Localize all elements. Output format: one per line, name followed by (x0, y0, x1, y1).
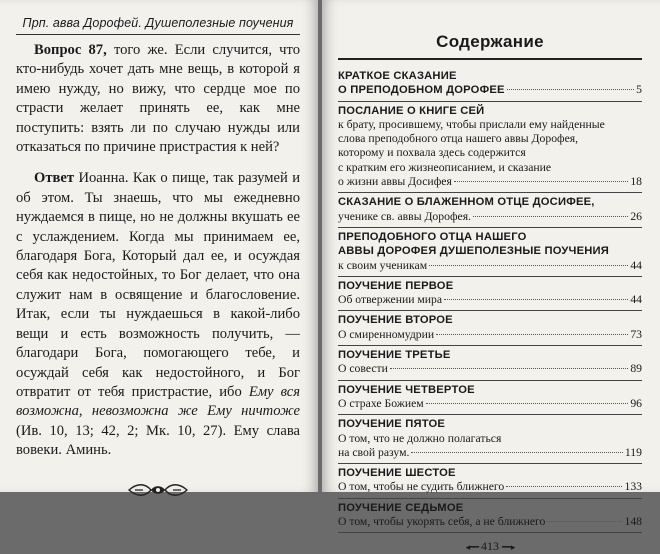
toc-entry-heading: ПОУЧЕНИЕ ПЯТОЕ (338, 418, 446, 431)
toc-leader-dots (390, 368, 628, 369)
question-text: того же. Если случится, что кто-нибудь хочет дать мне вещь, в которой я имею нужду, но вижу, что сердце мое по страсти желает принять ее, как мне поступить: взять ли по случаю нужды или отказаться по причине пристрастия к ней? (16, 42, 300, 156)
toc-entry-line: с кратким его жизнеописанием, и сказание (338, 160, 552, 174)
toc-entry-heading: ПОУЧЕНИЕ СЕДЬМОЕ (338, 501, 464, 514)
toc-entry-title: О том, чтобы укорять себя, а не ближнего (338, 515, 546, 529)
toc-entry (338, 499, 642, 534)
toc-entry (338, 228, 642, 277)
toc-entry-title: о жизни аввы Досифея (338, 175, 452, 189)
toc-entry-title: Об отвержении мира (338, 293, 443, 307)
toc-entry-last-line (338, 210, 642, 224)
toc-page-number: 18 (630, 175, 642, 189)
toc-leader-dots (547, 521, 622, 522)
toc-page-number: 73 (630, 327, 642, 341)
toc-entry-heading: ПОУЧЕНИЕ ЧЕТВЕРТОЕ (338, 383, 475, 396)
toc-page-number: 26 (630, 209, 642, 223)
toc-leader-dots (436, 334, 628, 335)
toc-entry-heading: КРАТКОЕ СКАЗАНИЕ (338, 70, 457, 82)
toc-page-number: 133 (624, 480, 642, 494)
folio-ornament-left-icon: ◂━━ (465, 542, 478, 553)
toc-leader-dots (454, 181, 628, 182)
toc-entry (338, 311, 642, 346)
running-head: Прп. авва Дорофей. Душеполезные поучения (16, 6, 300, 35)
toc-entry-heading: ПОУЧЕНИЕ ТРЕТЬЕ (338, 349, 451, 362)
toc-page-number: 96 (630, 396, 642, 410)
toc-entry-line: О том, что не должно полагаться (338, 431, 502, 445)
toc-entry-last-line (338, 259, 642, 273)
toc-page-number: 119 (624, 445, 642, 459)
toc-leader-dots (444, 299, 628, 300)
toc-entry-last-line (338, 175, 642, 189)
toc-entry-title: к своим ученикам (338, 258, 428, 272)
toc-entry (338, 464, 642, 499)
toc-page-number: 44 (630, 258, 642, 272)
toc-entry-line: к брату, просившему, чтобы прислали ему найденные (338, 117, 605, 131)
toc-entry-last-line (338, 293, 642, 307)
toc-leader-dots (411, 452, 622, 453)
body-text (16, 41, 300, 461)
answer-quote: Ему вся возможна, невозможна же Ему ничтоже (16, 383, 300, 420)
toc-entry-title: О ПРЕПОДОБНОМ ДОРОФЕЕ (338, 84, 505, 97)
question-label: Вопрос 87, (34, 42, 107, 58)
toc-entry-title: О совести (338, 362, 388, 376)
toc-entry-heading: ПОСЛАНИЕ О КНИГЕ СЕЙ (338, 104, 485, 117)
toc-entry-heading: ПРЕПОДОБНОГО ОТЦА НАШЕГО (338, 230, 527, 243)
toc-entry (338, 277, 642, 312)
toc-entry-title: на свой разум. (338, 445, 410, 459)
toc-entry-heading: ПОУЧЕНИЕ ВТОРОЕ (338, 314, 453, 327)
toc-entry-heading: ПОУЧЕНИЕ ШЕСТОЕ (338, 467, 456, 480)
toc-entry-last-line (338, 480, 642, 494)
toc-entry-last-line (338, 446, 642, 460)
ornament-icon (16, 481, 300, 504)
answer-text-2: (Ив. 10, 13; 42, 2; Мк. 10, 27). Ему слава вовеки. Аминь. (16, 422, 300, 459)
toc-entry-last-line (338, 362, 642, 376)
toc-entry (338, 102, 642, 194)
toc-entry (338, 346, 642, 381)
toc-entry-heading: ПОУЧЕНИЕ ПЕРВОЕ (338, 279, 454, 292)
toc-entry-last-line (338, 515, 642, 529)
toc-entry-line: слова преподобного отца нашего аввы Дорофея, (338, 132, 579, 146)
toc-entry (338, 67, 642, 102)
toc-entry-heading: СКАЗАНИЕ О БЛАЖЕННОМ ОТЦЕ ДОСИФЕЕ, (338, 196, 595, 209)
toc-entry-title: ученике св. аввы Дорофея. (338, 209, 472, 223)
toc-page-number: 5 (636, 83, 642, 97)
toc-entry-line: которому и похвала здесь содержится (338, 146, 526, 160)
paragraph-answer (16, 169, 300, 460)
toc-entry (338, 381, 642, 416)
toc-entry (338, 415, 642, 464)
toc-entry-last-line (338, 83, 642, 97)
table-of-contents (338, 67, 642, 533)
toc-page-number: 44 (630, 293, 642, 307)
toc-page-number: 89 (630, 362, 642, 376)
folio-ornament-right-icon: ━━▸ (502, 542, 515, 553)
answer-label: Ответ (34, 170, 75, 187)
toc-entry-title: О смиренномудрии (338, 327, 435, 341)
paragraph-question (16, 41, 300, 157)
page-number-value: 413 (481, 539, 499, 554)
right-page (322, 0, 660, 554)
toc-entry (338, 193, 642, 228)
left-page (0, 0, 318, 492)
toc-entry-last-line (338, 328, 642, 342)
toc-entry-last-line (338, 397, 642, 411)
toc-leader-dots (429, 265, 628, 266)
toc-entry-title: О страхе Божием (338, 396, 424, 410)
toc-page-number: 148 (624, 515, 642, 529)
page-number (338, 539, 642, 554)
toc-entry-title: О том, чтобы не судить ближнего (338, 480, 505, 494)
answer-text-1: Иоанна. Как о пище, так разумей и об этом. Ты знаешь, что мы ежедневно нуждаемся в пище, но не должны вкушать ее с услаждением. Когда мы принимаем ее, благодаря Бога, Который дал ее, и осуждая себя как недостойных, то Бог делает, что она служит нам в освящение и благословение. Итак, если ты нуждаешься в какой-либо вещи и есть возможность получить, — благодари Бога, помогающего тебе, и осуждай себя как недостойного, и Бог отвратит от тебя пристрастие, ибо (16, 170, 300, 400)
toc-leader-dots (507, 89, 635, 90)
toc-leader-dots (426, 403, 629, 404)
toc-entry-heading: АВВЫ ДОРОФЕЯ ДУШЕПОЛЕЗНЫЕ ПОУЧЕНИЯ (338, 245, 610, 258)
toc-leader-dots (473, 216, 628, 217)
toc-leader-dots (506, 486, 622, 487)
contents-title: Содержание (338, 6, 642, 60)
